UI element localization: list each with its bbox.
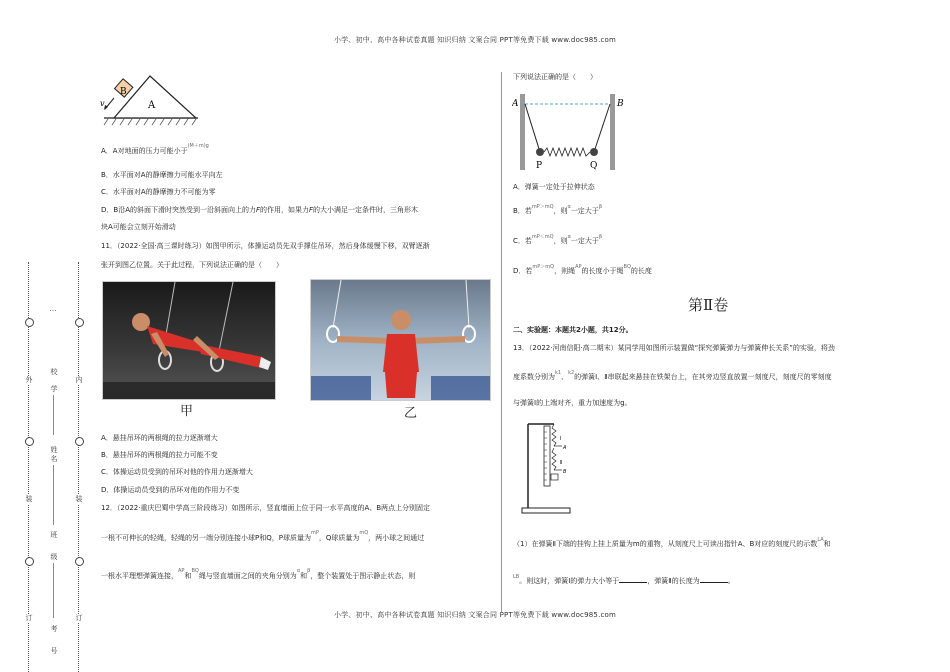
binding-field-name: 姓 xyxy=(50,446,58,454)
q12-stem-intro: 下列说法正确的是（ ） xyxy=(513,73,597,81)
binding-hole xyxy=(25,437,34,446)
q13-stem-line3: 与弹簧Ⅰ的上端对齐，重力加速度为g。 xyxy=(513,399,632,407)
photo-jia xyxy=(102,281,276,400)
point-b-label: B xyxy=(617,99,624,109)
q11-option-a: A．悬挂吊环的两根绳的拉力逐渐增大 xyxy=(101,434,218,442)
q11-stem-cont: 张开到图乙位置。关于此过程，下列说法正确的是（ ） xyxy=(101,261,283,269)
photo-yi-caption: 乙 xyxy=(404,406,418,421)
wall-spring-figure xyxy=(512,88,628,172)
photo-jia-caption: 甲 xyxy=(180,404,194,419)
binding-label-inner: 装 xyxy=(75,495,83,503)
spring-one-label: Ⅰ xyxy=(560,436,562,442)
binding-field-class: 级 xyxy=(50,553,58,561)
binding-field-school: 校 xyxy=(50,368,58,376)
q10-option-c: C．水平面对A的静摩擦力不可能为零 xyxy=(101,188,216,196)
binding-field-class: 班 xyxy=(50,531,58,539)
binding-write-line xyxy=(53,465,54,525)
q11-option-d: D．体操运动员受到的吊环对他的作用力不变 xyxy=(101,486,240,494)
answer-blank-1[interactable] xyxy=(619,576,647,583)
q10-option-a: A．A对地面的压力可能小于$^{(M+m)g}$ xyxy=(101,143,209,155)
section-heading: 二、实验题：本题共2小题，共12分。 xyxy=(513,326,633,334)
velocity-label: v xyxy=(100,99,105,108)
ball-q-label: Q xyxy=(590,161,598,171)
binding-write-line xyxy=(53,395,54,435)
q10-option-d: D．B沿A的斜面下滑时突然受到一沿斜面向上的力F的作用，如果力F的大小满足一定条件时，三角形木 xyxy=(101,206,419,214)
part-two-title: 第Ⅱ卷 xyxy=(688,296,729,314)
q13-part1-cont: $^{LB}$。则这时，弹簧Ⅰ的弹力大小等于 ，弹簧Ⅱ的长度为 。 xyxy=(513,574,735,585)
binding-dots: … xyxy=(49,305,57,313)
binding-label-outer: 外 xyxy=(25,376,33,384)
binding-hole xyxy=(75,318,84,327)
q11-option-c: C．体操运动员受到的吊环对他的作用力逐渐增大 xyxy=(101,468,253,476)
binding-field-school: 学 xyxy=(50,385,58,393)
pointer-a-label: A xyxy=(563,445,567,451)
answer-blank-2[interactable] xyxy=(700,576,728,583)
binding-label-inner: 内 xyxy=(75,376,83,384)
q13-stem: 13．（2022·河南信阳·高二期末）某同学用如图所示装置做“探究弹簧弹力与弹簧伸长关系”的实验，将劲 xyxy=(513,344,835,352)
binding-field-number: 号 xyxy=(50,647,58,655)
q13-stem-line2: 度系数分别为$^{k1}$、$^{k2}$的弹簧Ⅰ、Ⅱ串联起来悬挂在铁架台上，在其旁边竖直放置一刻度尺，刻度尺的零刻度 xyxy=(513,370,832,381)
binding-label-inner: 订 xyxy=(75,614,83,622)
block-a-label: A xyxy=(148,100,156,111)
binding-hole xyxy=(25,318,34,327)
binding-hole xyxy=(75,437,84,446)
q10-option-d-cont: 块A可能会立刻开始滑动 xyxy=(101,223,176,231)
block-b-label: B xyxy=(120,87,127,97)
point-a-label: A xyxy=(512,99,519,109)
binding-label-outer: 订 xyxy=(25,614,33,622)
pointer-b-label: B xyxy=(563,469,567,475)
q11-stem: 11．（2022·全国·高三课时练习）如图甲所示，体操运动员先双手撑住吊环，然后身体缓慢下移，双臂逐渐 xyxy=(101,242,430,250)
binding-field-name: 名 xyxy=(50,455,58,463)
q12-stem: 12．（2022·重庆巴蜀中学高三阶段练习）如图所示，竖直墙面上位于同一水平高度的A、B两点上分别固定 xyxy=(101,504,431,512)
q11-option-b: B．悬挂吊环的两根绳的拉力可能不变 xyxy=(101,451,218,459)
spring-stand-figure xyxy=(518,418,574,516)
page-header: 小学、初中、高中各种试卷真题 知识归纳 文案合同 PPT等免费下载 www.doc985.com xyxy=(333,36,617,44)
spring-two-label: Ⅱ xyxy=(560,460,563,466)
q12-stem-line2: 一根不可伸长的轻绳，轻绳的另一端分别连接小球P和Q，P球质量为$^{mP}$，Q球质量为$^{mQ}$，两小球之间通过 xyxy=(101,530,425,542)
binding-hole xyxy=(25,557,34,566)
binding-field-number: 考 xyxy=(50,625,58,633)
q12-stem-line3: 一根水平理想弹簧连接，$^{AP}$和$^{BQ}$绳与竖直墙面之间的夹角分别为$^\alpha$和$^\beta$，整个装置处于图示静止状态，则 xyxy=(101,568,416,580)
page-footer: 小学、初中、高中各种试卷真题 知识归纳 文案合同 PPT等免费下载 www.doc985.com xyxy=(333,611,617,619)
q12-option-a: A．弹簧一定处于拉伸状态 xyxy=(513,183,595,191)
column-divider xyxy=(501,72,502,612)
q12-option-d: D．若$^{mP>mQ}$，则绳$^{AP}$的长度小于绳$^{BQ}$的长度 xyxy=(513,264,652,275)
q12-option-c: C．若$^{mP<mQ}$，则$^\alpha$一定大于$^\beta$ xyxy=(513,234,603,245)
binding-hole xyxy=(75,557,84,566)
q12-option-b: B．若$^{mP>mQ}$，则$^\alpha$一定大于$^\beta$ xyxy=(513,204,603,215)
binding-label-outer: 装 xyxy=(25,495,33,503)
incline-figure xyxy=(100,72,200,128)
ball-p-label: P xyxy=(536,161,543,171)
q10-option-b: B．水平面对A的静摩擦力可能水平向左 xyxy=(101,171,223,179)
photo-yi xyxy=(310,279,491,401)
q13-part1: （1）在弹簧Ⅱ下端的挂钩上挂上质量为m的重物，从刻度尺上可读出指针A、B对应的刻度尺的示数$^{LA}$和 xyxy=(513,537,831,548)
